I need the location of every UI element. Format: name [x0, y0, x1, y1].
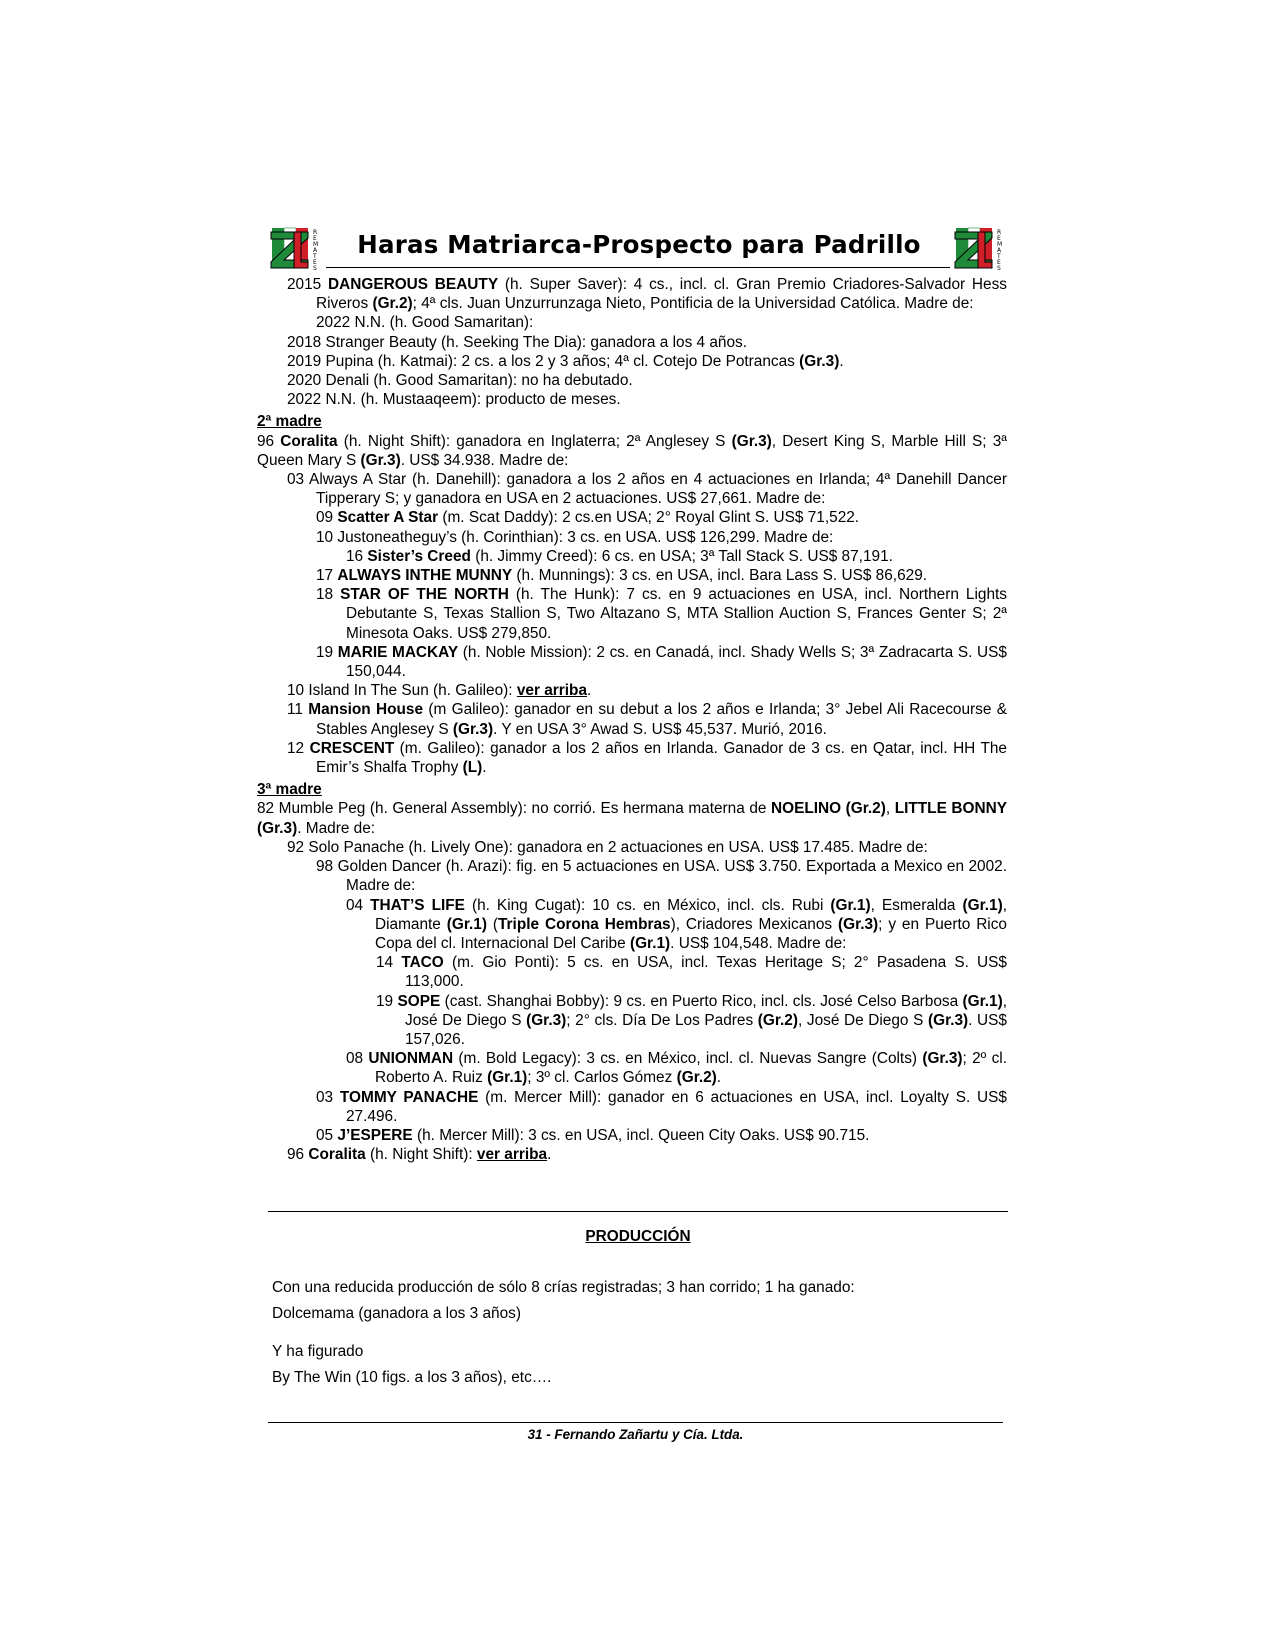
svg-text:E: E: [997, 259, 1001, 266]
page-title: Haras Matriarca-Prospecto para Padrillo: [357, 230, 921, 259]
zl-remates-logo-right: [952, 224, 1010, 272]
logo-mark-icon: [952, 224, 1010, 272]
page-footer: 31 - Fernando Zañartu y Cía. Ltda.: [527, 1427, 744, 1442]
produce-entry: 2018 Stranger Beauty (h. Seeking The Dia): ganadora a los 4 años.: [287, 333, 748, 351]
section-divider: [268, 1211, 1008, 1212]
produce-entry: 12 CRESCENT (m. Galileo): ganador a los 2 años en Irlanda. Ganador de 3 cs. en Qatar, incl. HH The Emir’s Shalfa Trophy (L).: [287, 739, 1007, 777]
production-heading: PRODUCCIÓN: [585, 1228, 691, 1245]
produce-entry: 11 Mansion House (m Galileo): ganador en su debut a los 2 años e Irlanda; 3° Jebel Ali Racecourse & Stables Anglesey S (Gr.3). Y en USA 3° Awad S. US$ 45,537. Murió, 2016.: [287, 701, 1007, 738]
produce-entry: 08 UNIONMAN (m. Bold Legacy): 3 cs. en México, incl. cl. Nuevas Sangre (Colts) (Gr.3); 2º cl. Roberto A. Ruiz (Gr.1); 3º cl. Carlos Gómez (Gr.2).: [346, 1050, 1007, 1087]
produce-entry: 18 STAR OF THE NORTH (h. The Hunk): 7 cs. en 9 actuaciones en USA, incl. Northern Lights Debutante S, Texas Stallion S, Two Altazano S, MTA Stallion Auction S, Frances Genter S; 2ª Minesota Oaks. US$ 279,850.: [316, 586, 1007, 642]
svg-text:S: S: [313, 265, 317, 272]
svg-text:E: E: [997, 235, 1001, 242]
production-summary: Con una reducida producción de sólo 8 crías registradas; 3 han corrido; 1 ha ganado:: [272, 1279, 855, 1296]
svg-text:E: E: [313, 259, 317, 266]
pedigree-body: [257, 275, 1008, 1164]
production-placed-intro: Y ha figurado: [272, 1343, 364, 1360]
produce-entry: 10 Island In The Sun (h. Galileo): ver arriba.: [287, 682, 592, 700]
production-placed: By The Win (10 figs. a los 3 años), etc….: [272, 1369, 552, 1386]
dam-entry: 82 Mumble Peg (h. General Assembly): no corrió. Es hermana materna de NOELINO (Gr.2), LITTLE BONNY (Gr.3). Madre de:: [257, 800, 1007, 837]
produce-entry: 98 Golden Dancer (h. Arazi): fig. en 5 actuaciones en USA. US$ 3.750. Exportada a Mexico en 2002. Madre de:: [316, 858, 1007, 895]
produce-entry: 2022 N.N. (h. Mustaaqeem): producto de meses.: [287, 391, 621, 409]
produce-entry: 2022 N.N. (h. Good Samaritan):: [316, 314, 534, 332]
produce-entry: 03 TOMMY PANACHE (m. Mercer Mill): ganador en 6 actuaciones en USA, incl. Loyalty S. US$ 27.496.: [316, 1088, 1007, 1125]
produce-entry: 04 THAT’S LIFE (h. King Cugat): 10 cs. en México, incl. cls. Rubi (Gr.1), Esmeralda (Gr.1), Diamante (Gr.1) (Triple Corona Hembras), Criadores Mexicanos (Gr.3); y en Puerto Rico Copa del cl. Internacional Del Caribe (Gr.1). US$ 104,548. Madre de:: [346, 896, 1007, 952]
produce-entry: 92 Solo Panache (h. Lively One): ganadora en 2 actuaciones en USA. US$ 17.485. Madre de:: [287, 838, 928, 856]
svg-text:A: A: [313, 247, 318, 254]
produce-entry: 10 Justoneatheguy’s (h. Corinthian): 3 cs. en USA. US$ 126,299. Madre de:: [316, 528, 834, 546]
produce-entry: 16 Sister’s Creed (h. Jimmy Creed): 6 cs. en USA; 3ª Tall Stack S. US$ 87,191.: [346, 547, 893, 565]
produce-entry: 17 ALWAYS INTHE MUNNY (h. Munnings): 3 cs. en USA, incl. Bara Lass S. US$ 86,629.: [316, 567, 928, 585]
produce-entry: 05 J’ESPERE (h. Mercer Mill): 3 cs. en USA, incl. Queen City Oaks. US$ 90.715.: [316, 1126, 870, 1144]
logo-mark-icon: [268, 224, 326, 272]
section-heading-second-dam: 2ª madre: [257, 413, 322, 431]
produce-entry: 14 TACO (m. Gio Ponti): 5 cs. en USA, incl. Texas Heritage S; 2° Pasadena S. US$ 113,000.: [376, 954, 1007, 991]
zl-remates-logo-left: [268, 224, 326, 272]
svg-text:M: M: [997, 241, 1003, 248]
produce-entry: 2015 DANGEROUS BEAUTY (h. Super Saver): 4 cs., incl. cl. Gran Premio Criadores-Salvador Hess Riveros (Gr.2); 4ª cls. Juan Unzurrunzaga Nieto, Pontificia de la Universidad Católica. Madre de:: [287, 276, 1007, 313]
produce-entry: 19 MARIE MACKAY (h. Noble Mission): 2 cs. en Canadá, incl. Shady Wells S; 3ª Zadracarta S. US$ 150,044.: [316, 643, 1007, 681]
produce-entry: 2019 Pupina (h. Katmai): 2 cs. a los 2 y 3 años; 4ª cl. Cotejo De Potrancas (Gr.3).: [287, 352, 844, 370]
svg-text:M: M: [313, 241, 319, 248]
produce-entry: 03 Always A Star (h. Danehill): ganadora a los 2 años en 4 actuaciones en Irlanda; 4ª Danehill Dancer Tipperary S; y ganadora en USA en 2 actuaciones. US$ 27,661. Madre de:: [287, 471, 1007, 508]
svg-text:T: T: [997, 253, 1001, 260]
svg-text:R: R: [997, 229, 1002, 236]
produce-entry: 09 Scatter A Star (m. Scat Daddy): 2 cs.en USA; 2° Royal Glint S. US$ 71,522.: [316, 509, 860, 527]
svg-text:E: E: [313, 235, 317, 242]
produce-entry: 96 Coralita (h. Night Shift): ver arriba.: [287, 1146, 552, 1164]
footer-rule: [268, 1422, 1003, 1423]
produce-entry: 2020 Denali (h. Good Samaritan): no ha debutado.: [287, 372, 633, 390]
svg-text:R: R: [313, 229, 318, 236]
section-heading-third-dam: 3ª madre: [257, 781, 322, 799]
production-winner: Dolcemama (ganadora a los 3 años): [272, 1305, 521, 1322]
header-rule: [326, 267, 950, 268]
svg-text:T: T: [313, 253, 317, 260]
svg-text:S: S: [997, 265, 1001, 272]
dam-entry: 96 Coralita (h. Night Shift): ganadora en Inglaterra; 2ª Anglesey S (Gr.3), Desert King S, Marble Hill S; 3ª Queen Mary S (Gr.3). US$ 34.938. Madre de:: [257, 432, 1007, 469]
produce-entry: 19 SOPE (cast. Shanghai Bobby): 9 cs. en Puerto Rico, incl. cls. José Celso Barbosa (Gr.1), José De Diego S (Gr.3); 2° cls. Día De Los Padres (Gr.2), José De Diego S (Gr.3). US$ 157,026.: [376, 992, 1008, 1048]
svg-text:A: A: [997, 247, 1002, 254]
